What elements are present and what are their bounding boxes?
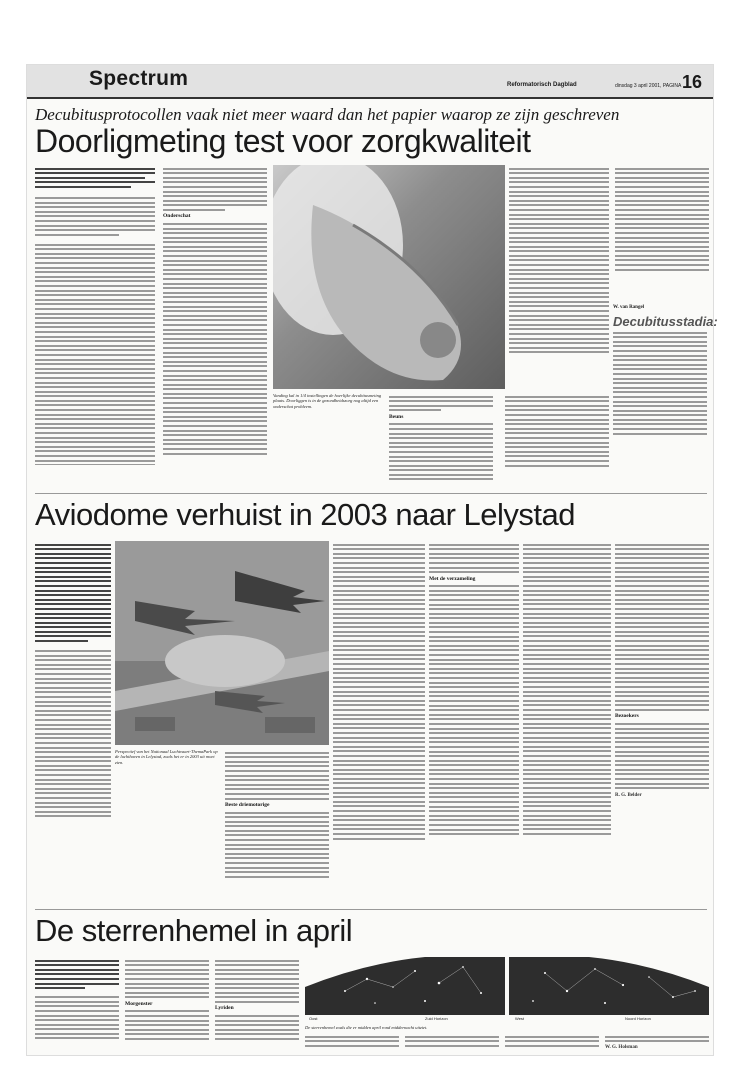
article3-headline: De sterrenhemel in april bbox=[35, 913, 353, 948]
article1-headline: Doorligmeting test voor zorgkwaliteit bbox=[35, 123, 531, 159]
paper-name: Reformatorisch Dagblad bbox=[507, 82, 577, 88]
article3-column-1 bbox=[35, 957, 119, 1053]
article1-column-2 bbox=[163, 165, 267, 455]
article3-subhead-2: Lyriden bbox=[215, 1005, 234, 1012]
article2-column-4 bbox=[429, 541, 519, 901]
newspaper-page bbox=[26, 64, 718, 1056]
article1-kicker: Decubitusprotocollen vaak niet meer waard dan het papier waarop ze zijn geschreven bbox=[35, 105, 620, 124]
article2-caption: Perspectief van het Nationaal Luchtvaart-ThemaPark op de luchthaven in Lelystad, zoals het er in 2003 uit moet zien. bbox=[115, 749, 218, 765]
article2-column-6 bbox=[615, 541, 709, 901]
label-west: West bbox=[515, 1016, 525, 1021]
airport-illustration bbox=[115, 541, 329, 745]
divider-1 bbox=[35, 493, 707, 494]
article3-subhead-1: Morgenster bbox=[125, 1000, 153, 1007]
article3-column-7 bbox=[605, 1033, 709, 1053]
article3-caption: De sterrenhemel zoals die er midden april rond middernacht uitziet. bbox=[305, 1025, 428, 1030]
article1-caption: Vanding kal in 1/4 instellingen de hoerlijke decubitusmeting plaats. Doorliggen is in de gezondheidszorg nog altijd een onderschat probleem. bbox=[273, 393, 382, 409]
article1-column-4b bbox=[505, 393, 609, 483]
article3-column-6 bbox=[505, 1033, 599, 1053]
article1-subhead-2: Beuns bbox=[389, 413, 404, 420]
sidebar-body bbox=[613, 329, 707, 461]
article3-column-2 bbox=[125, 957, 209, 1053]
label-south-horizon: Zuid Horizon bbox=[425, 1016, 448, 1021]
article2-column-1 bbox=[35, 541, 111, 901]
article1-column-3 bbox=[389, 393, 493, 483]
article3-column-4 bbox=[305, 1033, 399, 1053]
article2-column-2b bbox=[225, 749, 329, 899]
article2-subhead-2: Beste driemotorige bbox=[225, 801, 270, 808]
star-maps bbox=[305, 957, 709, 1015]
article3-column-3 bbox=[215, 957, 299, 1053]
article2-photo bbox=[115, 541, 329, 745]
label-east: Oost bbox=[309, 1016, 318, 1021]
page-number: 16 bbox=[682, 72, 703, 92]
article1-subhead-1: Onderschat bbox=[163, 213, 191, 220]
article2-headline: Aviodome verhuist in 2003 naar Lelystad bbox=[35, 497, 575, 532]
divider-2 bbox=[35, 909, 707, 910]
article2-subhead-3: Bezoekers bbox=[615, 713, 639, 720]
label-north-horizon: Noord Horizon bbox=[625, 1016, 651, 1021]
article2-byline: R. G. Belder bbox=[615, 793, 642, 799]
article1-column-4 bbox=[509, 165, 609, 387]
article1-sidebar bbox=[613, 301, 718, 461]
article1-column-1 bbox=[35, 165, 155, 465]
article3-column-5 bbox=[405, 1033, 499, 1053]
article2-column-3 bbox=[333, 541, 425, 901]
article1-photo bbox=[273, 165, 505, 389]
article1-column-5 bbox=[615, 165, 709, 295]
foot-illustration bbox=[273, 165, 505, 389]
star-map-illustration bbox=[305, 957, 709, 1015]
article2-column-5 bbox=[523, 541, 611, 901]
masthead bbox=[27, 65, 713, 99]
dateline: dinsdag 3 april 2001, PAGINA bbox=[615, 83, 682, 89]
star-map-labels bbox=[305, 1016, 709, 1024]
sidebar-title: Decubitusstadia: bbox=[613, 314, 718, 329]
article2-subhead-1: Met de verzameling bbox=[429, 575, 476, 582]
article3-byline: W. G. Holsman bbox=[605, 1044, 638, 1050]
section-title: Spectrum bbox=[89, 67, 189, 90]
article1-byline: W. van Rangel bbox=[613, 305, 645, 310]
